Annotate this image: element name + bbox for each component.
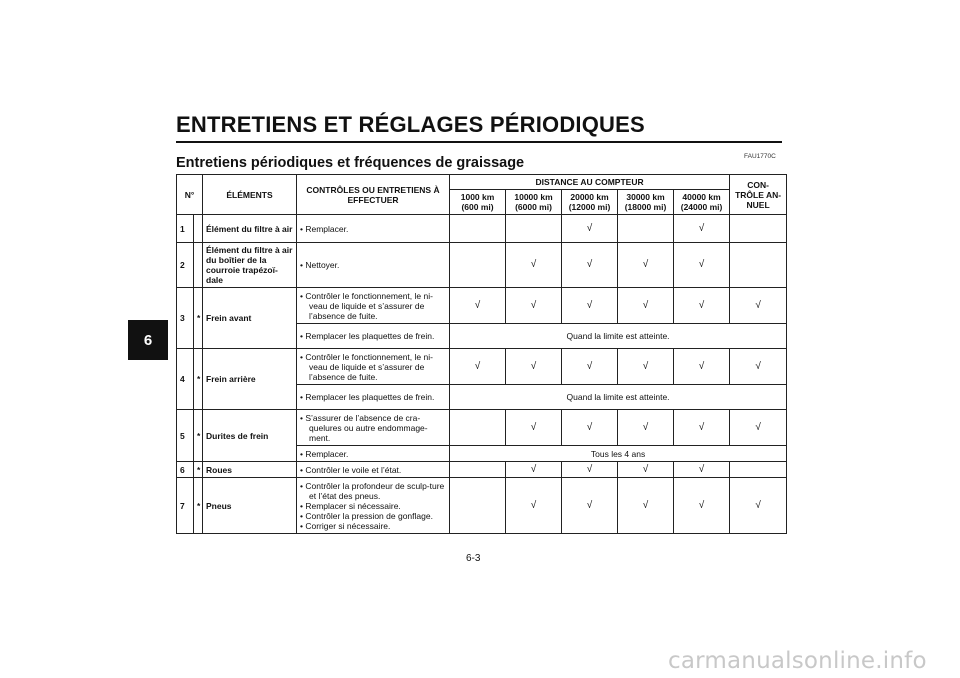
page-number: 6-3 [466, 553, 481, 564]
row-number: 7 [177, 478, 194, 534]
row-action: • Remplacer les plaquettes de frein. [297, 324, 450, 349]
table-row [177, 243, 787, 288]
table-row [177, 462, 787, 478]
check-cell: √ [618, 462, 674, 478]
check-cell: √ [674, 215, 730, 243]
check-cell: √ [674, 349, 730, 385]
row-element: Roues [203, 462, 297, 478]
row-action: • Contrôler la profondeur de sculp-ture et l’état des pneus. • Remplacer si nécessaire. • Contrôler la pression de gonflage. • Corriger si nécessaire. [297, 478, 450, 534]
check-cell [450, 462, 506, 478]
check-cell: √ [674, 462, 730, 478]
check-cell: √ [506, 462, 562, 478]
row-star [194, 243, 203, 288]
row-number: 4 [177, 349, 194, 410]
row-element: Élément du filtre à air [203, 215, 297, 243]
check-cell: √ [730, 478, 787, 534]
check-cell: √ [730, 288, 787, 324]
check-cell [450, 478, 506, 534]
check-cell: √ [506, 349, 562, 385]
row-number: 3 [177, 288, 194, 349]
check-cell: √ [450, 288, 506, 324]
check-cell: √ [450, 349, 506, 385]
row-element: Pneus [203, 478, 297, 534]
row-action: • Contrôler le fonctionnement, le ni-veau de liquide et s’assurer de l’absence de fuite. [297, 288, 450, 324]
check-cell: √ [506, 288, 562, 324]
row-action: • Contrôler le fonctionnement, le ni-veau de liquide et s’assurer de l’absence de fuite. [297, 349, 450, 385]
check-cell: √ [674, 410, 730, 446]
table-row [177, 410, 787, 446]
row-number: 2 [177, 243, 194, 288]
check-cell: √ [562, 478, 618, 534]
row-star: * [194, 462, 203, 478]
check-cell: √ [674, 243, 730, 288]
header-num: N° [177, 175, 203, 215]
check-cell [450, 215, 506, 243]
check-cell: √ [618, 478, 674, 534]
check-cell: √ [562, 243, 618, 288]
row-number: 5 [177, 410, 194, 462]
header-km-3: 20000 km (12000 mi) [562, 190, 618, 215]
check-cell: √ [506, 478, 562, 534]
check-cell: √ [618, 243, 674, 288]
row-action: • S’assurer de l’absence de cra-quelures ou autre endommage-ment. [297, 410, 450, 446]
check-cell [730, 243, 787, 288]
interval-note: Quand la limite est atteinte. [450, 324, 787, 349]
row-action: • Contrôler le voile et l’état. [297, 462, 450, 478]
row-star: * [194, 349, 203, 410]
check-cell: √ [618, 288, 674, 324]
row-star: * [194, 478, 203, 534]
row-action: • Nettoyer. [297, 243, 450, 288]
header-km-2: 10000 km (6000 mi) [506, 190, 562, 215]
row-element: Durites de frein [203, 410, 297, 462]
check-cell: √ [562, 215, 618, 243]
check-cell: √ [562, 462, 618, 478]
check-cell [450, 243, 506, 288]
table-row [177, 288, 787, 324]
check-cell [506, 215, 562, 243]
check-cell: √ [730, 410, 787, 446]
check-cell: √ [618, 349, 674, 385]
check-cell [450, 410, 506, 446]
row-star: * [194, 410, 203, 462]
check-cell: √ [674, 288, 730, 324]
page-title: ENTRETIENS ET RÉGLAGES PÉRIODIQUES [176, 112, 645, 137]
header-annual: CON-TRÔLE AN-NUEL [730, 175, 787, 215]
table-row [177, 478, 787, 534]
interval-note: Tous les 4 ans [450, 446, 787, 462]
header-km-5: 40000 km (24000 mi) [674, 190, 730, 215]
row-element: Frein avant [203, 288, 297, 349]
header-elements: ÉLÉMENTS [203, 175, 297, 215]
check-cell: √ [674, 478, 730, 534]
check-cell [618, 215, 674, 243]
check-cell: √ [506, 410, 562, 446]
section-title: Entretiens périodiques et fréquences de graissage [176, 155, 525, 171]
row-element: Élément du filtre à air du boîtier de la courroie trapézoï-dale [203, 243, 297, 288]
interval-note: Quand la limite est atteinte. [450, 385, 787, 410]
row-star: * [194, 288, 203, 349]
table-row [177, 349, 787, 385]
row-action: • Remplacer les plaquettes de frein. [297, 385, 450, 410]
check-cell: √ [618, 410, 674, 446]
row-action: • Remplacer. [297, 446, 450, 462]
row-action: • Remplacer. [297, 215, 450, 243]
header-checks: CONTRÔLES OU ENTRETIENS À EFFECTUER [297, 175, 450, 215]
check-cell [730, 462, 787, 478]
watermark: carmanualsonline.info [668, 648, 927, 674]
maintenance-table [176, 174, 787, 534]
check-cell: √ [730, 349, 787, 385]
chapter-tab: 6 [128, 320, 168, 360]
check-cell: √ [562, 410, 618, 446]
check-cell: √ [506, 243, 562, 288]
row-star [194, 215, 203, 243]
check-cell: √ [562, 349, 618, 385]
header-distance: DISTANCE AU COMPTEUR [450, 175, 730, 190]
row-element: Frein arrière [203, 349, 297, 410]
header-row-1 [177, 175, 787, 190]
header-km-1: 1000 km (600 mi) [450, 190, 506, 215]
table-row [177, 215, 787, 243]
row-number: 1 [177, 215, 194, 243]
check-cell: √ [562, 288, 618, 324]
header-km-4: 30000 km (18000 mi) [618, 190, 674, 215]
check-cell [730, 215, 787, 243]
reference-code: FAU1770C [744, 153, 776, 160]
row-number: 6 [177, 462, 194, 478]
title-rule [176, 141, 782, 143]
